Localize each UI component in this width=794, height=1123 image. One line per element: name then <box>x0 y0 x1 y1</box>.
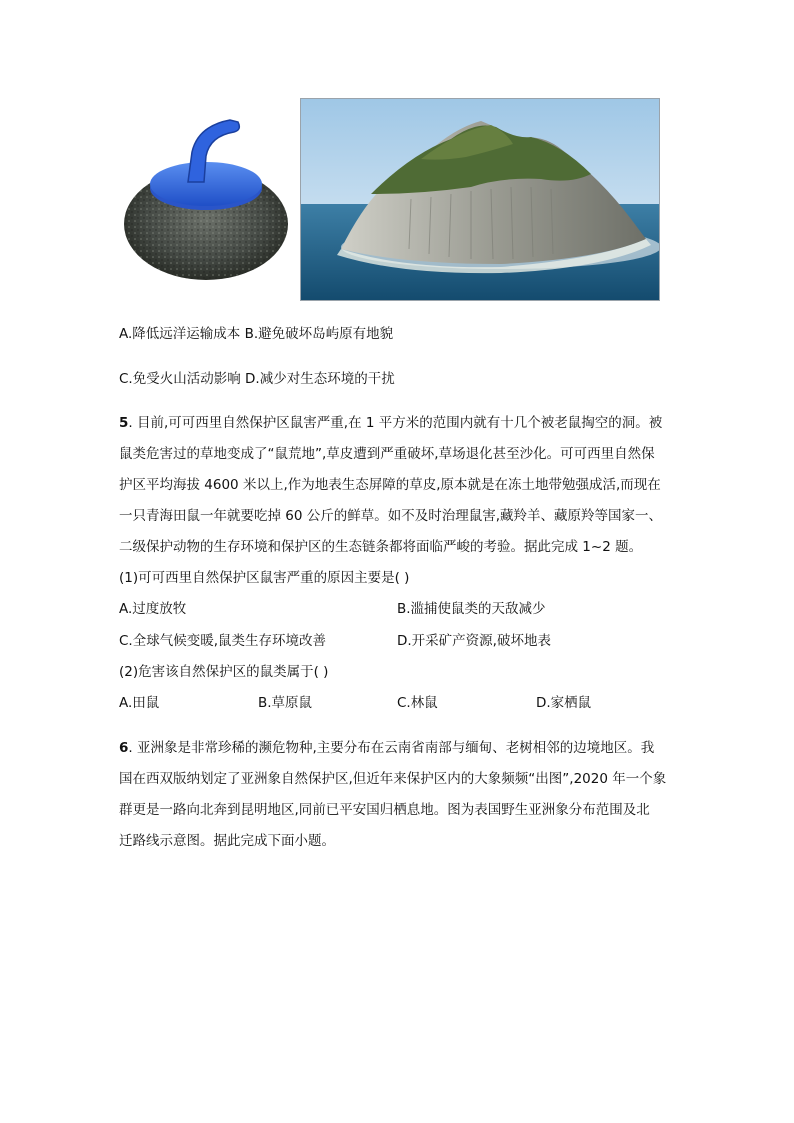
q5-sub1-option-a[interactable]: A.过度放牧 <box>119 601 187 617</box>
q6-paragraph-line2: 国在西双版纳划定了亚洲象自然保护区,但近年来保护区内的大象频频“出图”,2020 年一个象 <box>119 771 667 787</box>
q5-sub2-stem: (2)危害该自然保护区的鼠类属于( ) <box>119 664 329 680</box>
q6-paragraph-line1 <box>119 739 654 757</box>
q5-sub1-option-c[interactable]: C.全球气候变暖,鼠类生存环境改善 <box>119 633 327 649</box>
q5-sub2-option-b[interactable]: B.草原鼠 <box>258 695 313 711</box>
q5-number: 5 <box>119 415 129 431</box>
q4-options-line2: C.免受火山活动影响 D.减少对生态环境的干扰 <box>119 371 395 387</box>
q5-paragraph-line5: 二级保护动物的生存环境和保护区的生态链条都将面临严峻的考验。据此完成 1~2 题。 <box>119 539 643 555</box>
q6-paragraph-line4: 迁路线示意图。据此完成下面小题。 <box>119 833 335 849</box>
curling-stone-image <box>122 112 290 288</box>
q5-sub1-stem: (1)可可西里自然保护区鼠害严重的原因主要是( ) <box>119 570 410 586</box>
q5-sub1-option-d[interactable]: D.开采矿产资源,破坏地表 <box>397 633 551 649</box>
q4-options-line1: A.降低远洋运输成本 B.避免破坏岛屿原有地貌 <box>119 326 394 342</box>
q5-sub2-option-c[interactable]: C.林鼠 <box>397 695 438 711</box>
q5-text: . 目前,可可西里自然保护区鼠害严重,在 1 平方米的范围内就有十几个被老鼠掏空的洞。被 <box>128 415 663 431</box>
q6-number: 6 <box>119 740 129 756</box>
island-photo <box>300 98 660 301</box>
q6-paragraph-line3: 群更是一路向北奔到昆明地区,同前已平安国归栖息地。图为表国野生亚洲象分布范围及北 <box>119 802 650 818</box>
q5-paragraph-line3: 护区平均海拔 4600 米以上,作为地表生态屏障的草皮,原本就是在冻土地带勉强成活,而现在 <box>119 477 661 493</box>
q5-sub2-option-a[interactable]: A.田鼠 <box>119 695 160 711</box>
q5-paragraph-line4: 一只青海田鼠一年就要吃掉 60 公斤的鲜草。如不及时治理鼠害,藏羚羊、藏原羚等国家一、 <box>119 508 663 524</box>
q5-sub2-option-d[interactable]: D.家栖鼠 <box>536 695 592 711</box>
q5-paragraph-line2: 鼠类危害过的草地变成了“鼠荒地”,草皮遭到严重破坏,草场退化甚至沙化。可可西里自然保 <box>119 446 655 462</box>
q6-text: . 亚洲象是非常珍稀的濒危物种,主要分布在云南省南部与缅甸、老树相邻的边境地区。我 <box>128 740 655 756</box>
q5-sub1-option-b[interactable]: B.滥捕使鼠类的天敌减少 <box>397 601 546 617</box>
q5-paragraph-line1 <box>119 414 662 432</box>
